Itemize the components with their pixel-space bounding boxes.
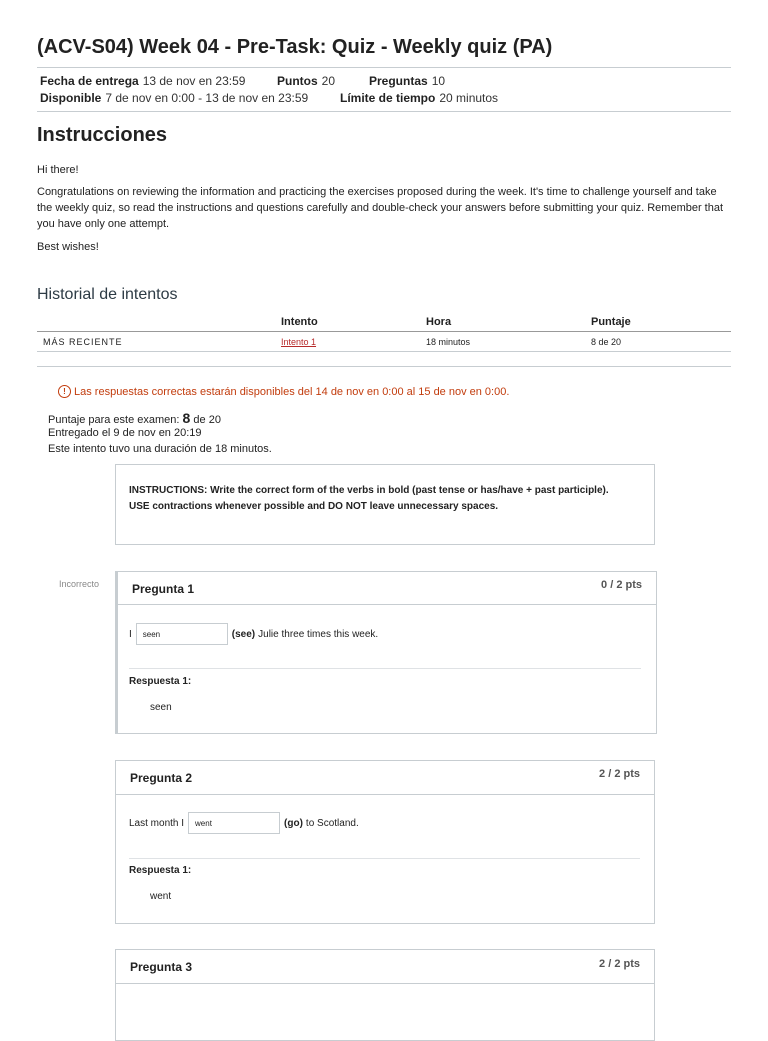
history-col-attempt: Intento <box>281 316 318 328</box>
question-1-suffix: Julie three times this week. <box>258 628 379 640</box>
history-bottom-divider <box>37 366 731 367</box>
meta-available <box>40 91 308 105</box>
instructions-greeting: Hi there! <box>37 164 79 176</box>
due-value: 13 de nov en 23:59 <box>142 74 246 88</box>
question-3-title: Pregunta 3 <box>130 960 193 974</box>
question-3-points: 2 / 2 pts <box>599 958 640 970</box>
instructions-body: Congratulations on reviewing the information and practicing the exercises proposed during the week. It's time to challenge yourself and take the weekly quiz, so read the instructions and questions carefully and double-check your answers before submitting your quiz. Remember that you have only one attempt. <box>37 186 724 230</box>
questions-label: Preguntas <box>369 74 428 88</box>
instructions-heading: Instrucciones <box>37 124 168 146</box>
attempt-1-link[interactable]: Intento 1 <box>281 337 317 347</box>
attempt-duration: Este intento tuvo una duración de 18 minutos. <box>48 443 272 455</box>
question-1-points: 0 / 2 pts <box>601 579 642 591</box>
question-3-card <box>115 949 655 1041</box>
question-2-suffix: to Scotland. <box>305 817 359 829</box>
available-value: 7 de nov en 0:00 - 13 de nov en 23:59 <box>105 91 309 105</box>
history-heading: Historial de intentos <box>37 286 178 303</box>
meta-points <box>277 74 335 88</box>
instructions-closing: Best wishes! <box>37 241 99 253</box>
question-1-text <box>129 623 378 645</box>
score-value: 8 <box>182 410 191 426</box>
meta-time-limit <box>340 91 498 105</box>
quiz-title: (ACV-S04) Week 04 - Pre-Task: Quiz - Weekly quiz (PA) <box>37 36 553 58</box>
question-2-answer-field[interactable]: went <box>188 812 280 834</box>
question-2-verb: (go) <box>284 817 303 829</box>
question-1-verb: (see) <box>231 628 256 640</box>
question-2-divider <box>129 858 640 859</box>
question-2-card <box>115 760 655 924</box>
answers-warning <box>58 385 509 398</box>
question-1-header <box>118 572 656 605</box>
due-label: Fecha de entrega <box>40 74 139 88</box>
available-label: Disponible <box>40 91 102 105</box>
question-1-response-value: seen <box>150 702 172 713</box>
most-recent-tag: MÁS RECIENTE <box>43 337 123 347</box>
score-suffix: de 20 <box>193 414 221 426</box>
points-value: 20 <box>321 74 336 88</box>
exam-score <box>48 410 221 426</box>
question-2-header <box>116 761 654 795</box>
meta-due <box>40 74 245 88</box>
question-1-response-label: Respuesta 1: <box>129 676 192 687</box>
question-2-response-value: went <box>150 891 172 902</box>
warning-icon: ! <box>58 385 71 398</box>
meta-questions <box>369 74 445 88</box>
history-col-score: Puntaje <box>591 316 631 328</box>
question-2-points: 2 / 2 pts <box>599 768 640 780</box>
submitted-at: Entregado el 9 de nov en 20:19 <box>48 427 202 439</box>
score-prefix: Puntaje para este examen: <box>48 414 180 426</box>
question-1-title: Pregunta 1 <box>132 582 195 596</box>
meta-divider <box>37 111 731 112</box>
attempt-score: 8 de 20 <box>591 337 622 347</box>
question-2-response-label: Respuesta 1: <box>129 865 192 876</box>
question-1-divider <box>129 668 641 669</box>
warning-text: Las respuestas correctas estarán disponibles del 14 de nov en 0:00 al 15 de nov en 0:00. <box>74 385 510 398</box>
question-1-prefix: I <box>129 628 132 640</box>
instructions-box <box>115 464 655 545</box>
question-1-card <box>115 571 657 734</box>
attempt-time: 18 minutos <box>426 337 471 347</box>
points-label: Puntos <box>277 74 318 88</box>
question-3-header <box>116 950 654 984</box>
question-1-answer-field[interactable]: seen <box>136 623 228 645</box>
time-limit-value: 20 minutos <box>439 91 499 105</box>
history-row-divider <box>37 351 731 352</box>
instructions-box-text: INSTRUCTIONS: Write the correct form of the verbs in bold (past tense or has/have + past participle). USE contractions whenever possible and DO NOT leave unnecessary spaces. <box>129 485 609 512</box>
history-col-time: Hora <box>426 316 452 328</box>
question-2-prefix: Last month I <box>129 817 185 829</box>
question-2-text <box>129 812 359 834</box>
questions-value: 10 <box>431 74 446 88</box>
incorrect-tag: Incorrecto <box>59 579 100 589</box>
question-2-title: Pregunta 2 <box>130 771 193 785</box>
time-limit-label: Límite de tiempo <box>340 91 436 105</box>
title-divider <box>37 67 731 68</box>
history-header-divider <box>37 331 731 332</box>
